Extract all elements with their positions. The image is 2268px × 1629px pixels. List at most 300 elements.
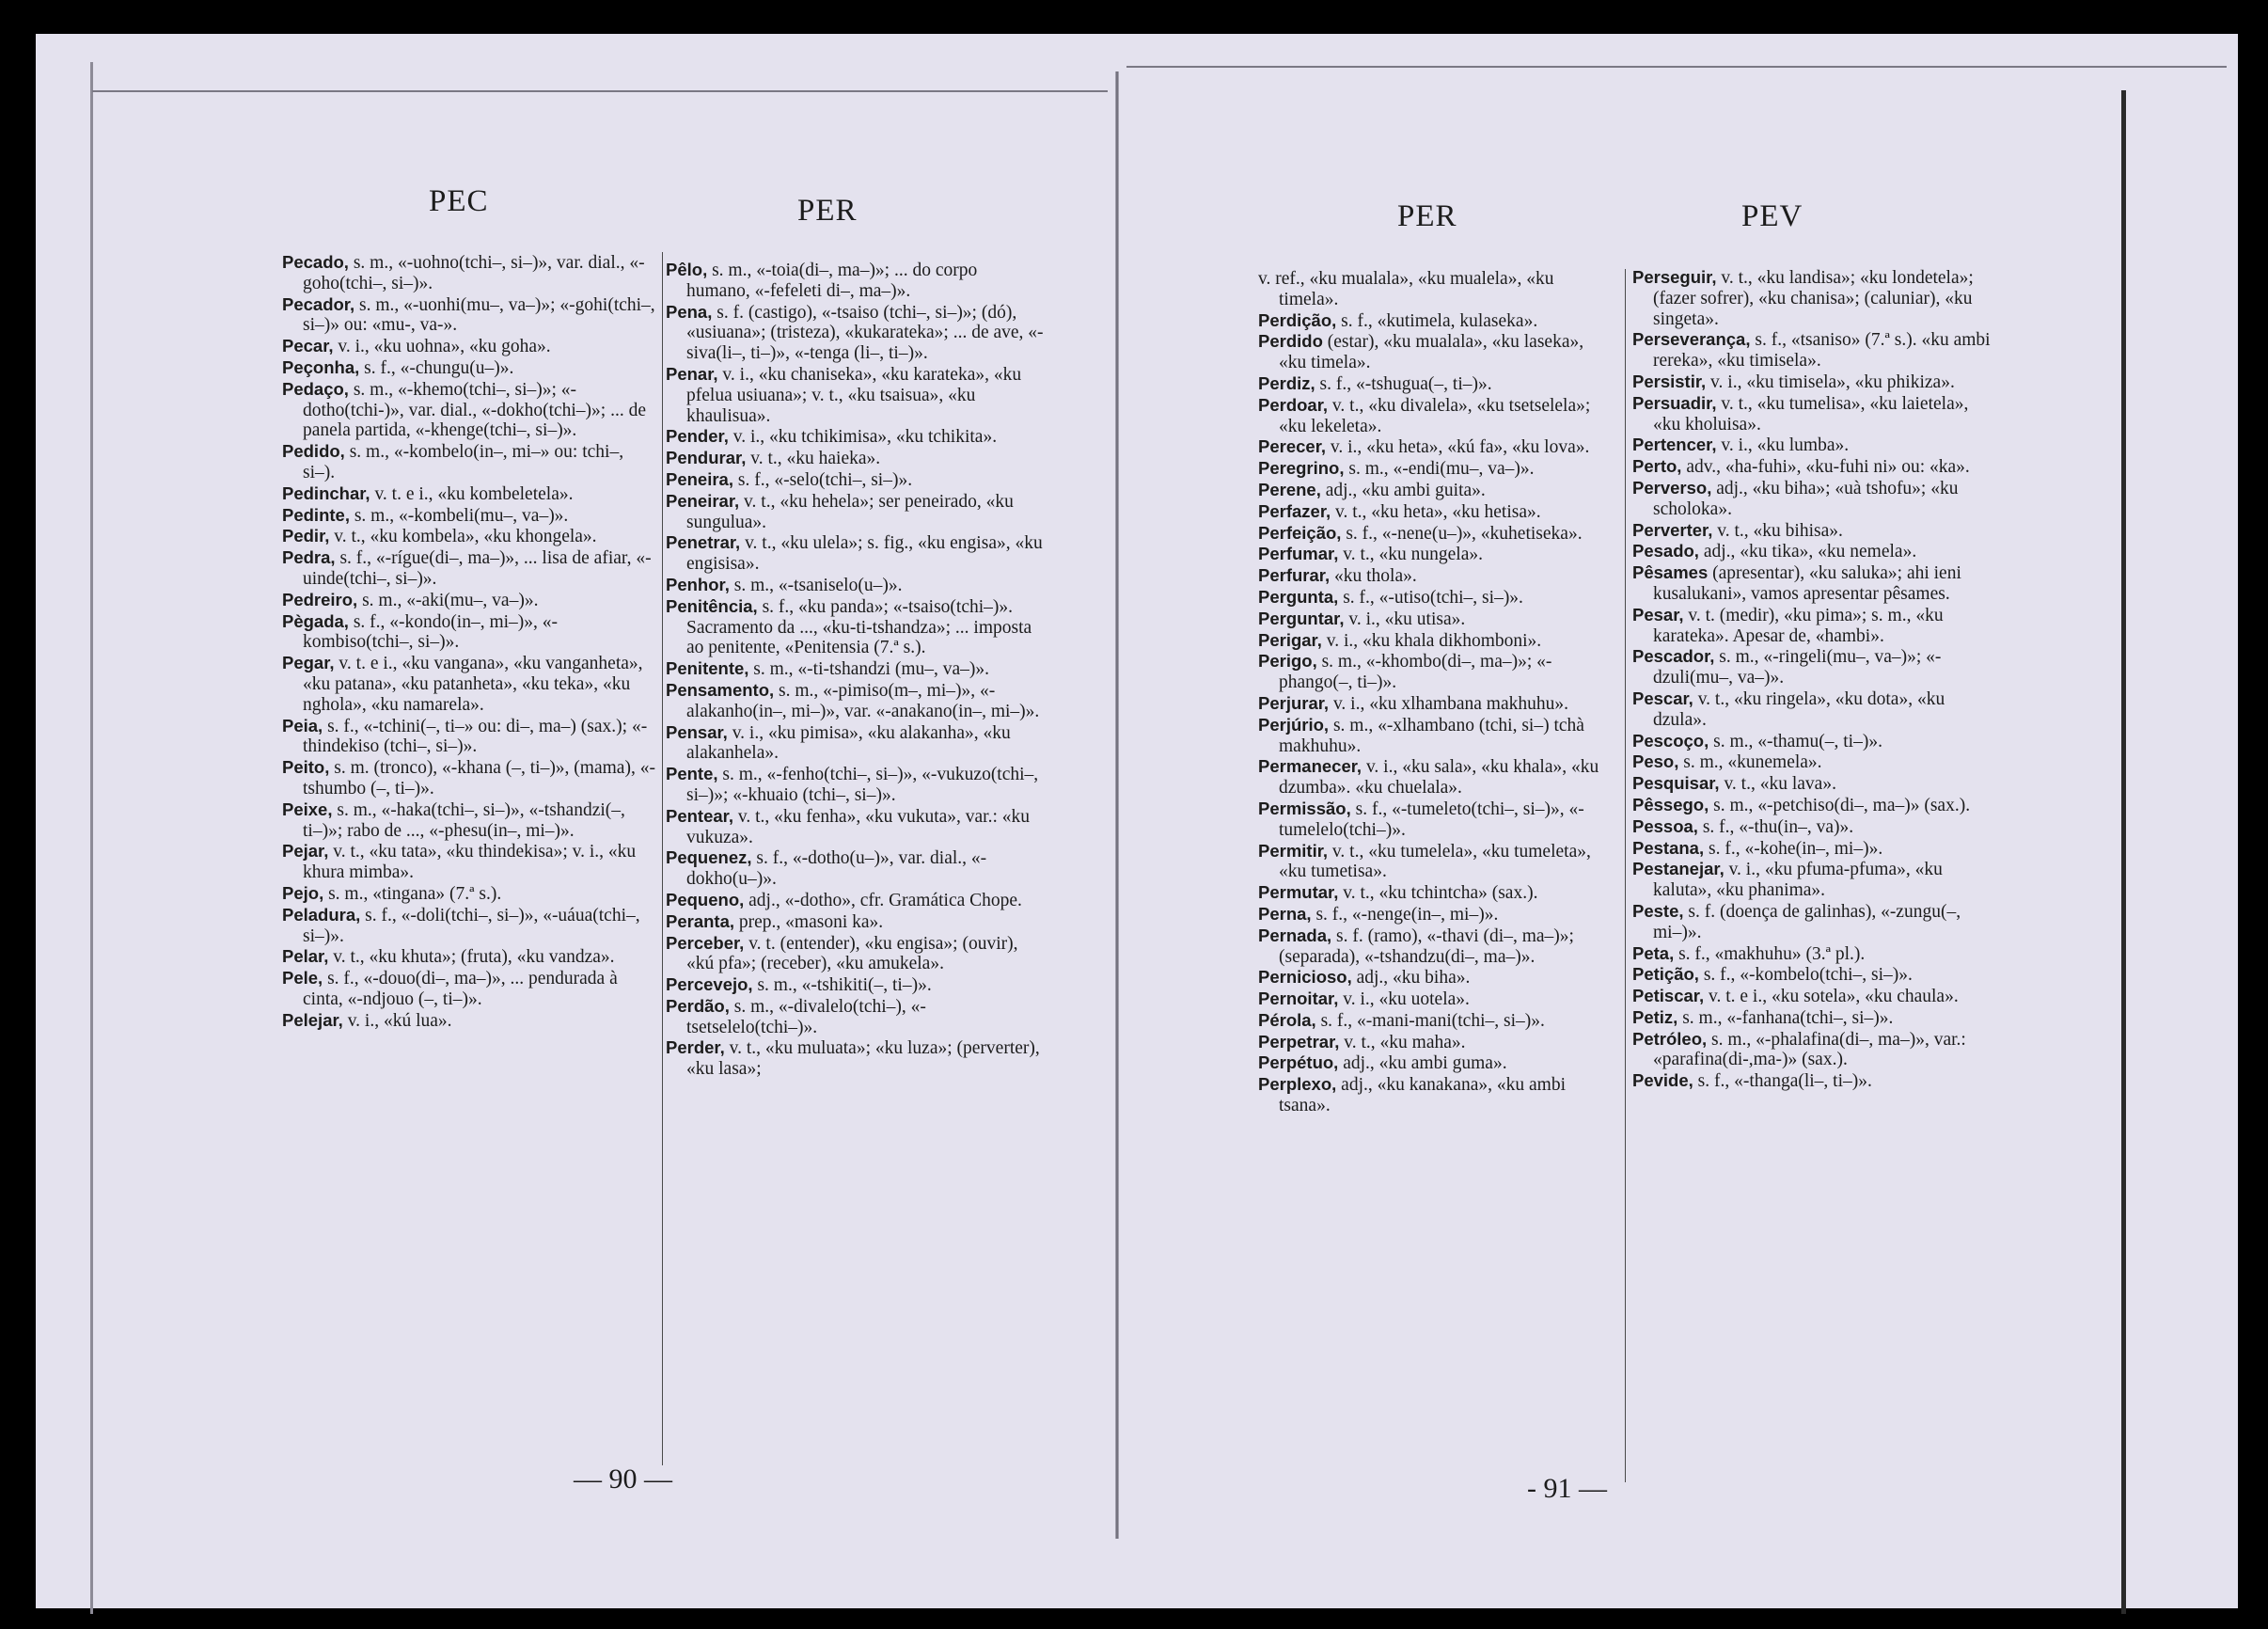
headword: Perfurar,: [1258, 565, 1331, 586]
dictionary-entry: [1258, 925, 1614, 968]
headword: Perdição,: [1258, 309, 1337, 330]
headword: Pêlo,: [666, 260, 708, 279]
dictionary-entry: [282, 716, 658, 758]
headword: Petiscar,: [1632, 986, 1705, 1006]
definition: s. f. (ramo), «-thavi (di–, ma–)»; (separada), «-tshandzu(di–, ma–)».: [1279, 925, 1574, 967]
definition: v. t., «ku heta», «ku hetisa».: [1335, 501, 1541, 522]
running-head-right: PER: [797, 194, 858, 228]
dictionary-entry: [666, 996, 1044, 1038]
headword: Perene,: [1258, 479, 1321, 499]
headword: Pequeno,: [666, 889, 745, 909]
dictionary-entry: [1258, 395, 1614, 437]
headword: Persistir,: [1632, 371, 1707, 391]
dictionary-entry: [1258, 1010, 1614, 1032]
headword: Pergunta,: [1258, 586, 1339, 607]
entries-column: [1258, 269, 1614, 1116]
headword: Pescador,: [1632, 646, 1715, 667]
definition: s. m., «-pimiso(m–, mi–)», «-alakanho(in–, mi–)», var. «-anakano(in–, mi–)».: [686, 680, 1040, 721]
headword: Perfumar,: [1258, 544, 1339, 564]
definition: v. i., «ku pimisa», «ku alakanha», «ku alakanhela».: [686, 722, 1011, 764]
dictionary-entry: [666, 448, 1044, 469]
headword: Perseverança,: [1632, 329, 1751, 350]
dictionary-entry: [282, 483, 658, 505]
dictionary-entry: [1258, 587, 1614, 609]
definition: v. i., «ku timisela», «ku phikiza».: [1710, 372, 1955, 392]
definition: s. m., «-tshikiti(–, ti–)».: [757, 975, 932, 996]
scanned-spread: [36, 34, 2238, 1608]
dictionary-entry: [1258, 630, 1614, 652]
definition: v. t., «ku tchintcha» (sax.).: [1343, 883, 1538, 904]
definition: v. t., «ku fenha», «ku vukuta», var.: «ku vukuza».: [686, 806, 1031, 847]
headword: Perto,: [1632, 456, 1682, 477]
headword: Pestana,: [1632, 837, 1705, 858]
definition: s. f., «-nenge(in–, mi–)».: [1315, 904, 1499, 925]
dictionary-entry: [1632, 795, 1997, 816]
entries-column: [282, 252, 658, 1031]
definition: v. t. e i., «ku sotela», «ku chaula».: [1709, 987, 1959, 1007]
page-number: — 90 —: [574, 1463, 672, 1495]
definition: s. m., «-thamu(–, ti–)».: [1713, 731, 1882, 751]
headword: Perdoar,: [1258, 394, 1329, 415]
headword: Permissão,: [1258, 798, 1351, 818]
dictionary-entry: [666, 596, 1044, 658]
definition: v. t., «ku muluata»; «ku luza»; (perverter), «ku lasa»;: [686, 1038, 1040, 1080]
definition: v. t., «ku divalela», «ku tsetselela»; «ku lekeleta».: [1279, 395, 1591, 436]
definition: v. t., «ku tumelisa», «ku laietela», «ku kholuisa».: [1653, 393, 1969, 435]
definition: adj., «ku ambi guita».: [1325, 480, 1486, 500]
headword: Peçonha,: [282, 356, 360, 377]
headword: Perverter,: [1632, 519, 1713, 540]
dictionary-entry: [1632, 1070, 1997, 1092]
definition: s. m. (tronco), «-khana (–, ti–)», (mama), «-tshumbo (–, ti–)».: [303, 758, 655, 799]
definition: s. m., «-petchiso(di–, ma–)» (sax.).: [1713, 795, 1971, 815]
definition: s. f., «kutimela, kulaseka».: [1341, 310, 1538, 331]
headword: Perpétuo,: [1258, 1052, 1339, 1073]
headword: Percevejo,: [666, 974, 753, 995]
definition: s. m., «-kombeli(mu–, va–)».: [354, 505, 569, 526]
definition: v. t., «ku kombela», «ku khongela».: [334, 527, 597, 547]
dictionary-entry: [1632, 372, 1997, 393]
headword: Pedir,: [282, 526, 330, 546]
definition: s. f., «-doli(tchi–, si–)», «-uáua(tchi–, si–)».: [303, 905, 640, 946]
page-edge: [2121, 90, 2126, 1614]
entries-column: [1632, 267, 1997, 1092]
dictionary-entry: [282, 336, 658, 357]
definition: v. i., «ku heta», «kú fa», «ku lova».: [1330, 437, 1590, 458]
dictionary-entry: [1632, 456, 1997, 478]
dictionary-entry: [666, 364, 1044, 426]
dictionary-entry: [666, 680, 1044, 722]
dictionary-entry: [1632, 605, 1997, 647]
definition: adj., «ku ambi guma».: [1343, 1053, 1507, 1074]
definition: s. f., «-tshugua(–, ti–)».: [1319, 373, 1492, 394]
dictionary-entry: [666, 911, 1044, 933]
definition: v. t., «ku maha».: [1344, 1032, 1466, 1052]
dictionary-entry: [1258, 651, 1614, 693]
headword: Perceber,: [666, 932, 745, 953]
definition: v. i., «ku khala dikhomboni».: [1326, 630, 1542, 651]
headword: Pejo,: [282, 882, 324, 903]
column-rule: [662, 252, 663, 1465]
definition: adj., «ku tika», «ku nemela».: [1703, 542, 1917, 562]
definition: «ku thola».: [1333, 566, 1417, 587]
headword: Pena,: [666, 301, 713, 322]
definition: s. f., «-rígue(di–, ma–)», ... lisa de afiar, «-uinde(tchi–, si–)».: [303, 548, 652, 589]
dictionary-entry: [1258, 373, 1614, 395]
dictionary-entry: [282, 526, 658, 547]
dictionary-entry: [666, 658, 1044, 680]
dictionary-entry: [1632, 688, 1997, 731]
definition: s. f., «-selo(tchi–, si–)».: [737, 469, 913, 490]
headword: Pernada,: [1258, 925, 1332, 945]
headword: Perdido: [1258, 331, 1323, 352]
dictionary-entry: [1258, 693, 1614, 715]
dictionary-entry: [282, 611, 658, 654]
dictionary-entry: [1258, 1074, 1614, 1116]
headword: Petição,: [1632, 964, 1699, 985]
headword: Peranta,: [666, 910, 735, 931]
dictionary-entry: [282, 841, 658, 883]
definition: s. m., «-ti-tshandzi (mu–, va–)».: [753, 659, 990, 680]
definition: s. m., «-uonhi(mu–, va–)»; «-gohi(tchi–, si–)» ou: «mu-, va-».: [303, 294, 655, 336]
definition: s. m., «tingana» (7.ª s.).: [328, 883, 502, 904]
definition: v. t. e i., «ku vangana», «ku vanganheta», «ku patana», «ku patanheta», «ku teka», «ku nghola», «ku namarela».: [303, 654, 643, 715]
definition: v. i., «ku uohna», «ku goha».: [338, 337, 551, 357]
headword: Peia,: [282, 715, 323, 735]
headword: Peneirar,: [666, 490, 740, 511]
definition: s. f., «-thanga(li–, ti–)».: [1697, 1071, 1872, 1092]
dictionary-entry: [1258, 480, 1614, 501]
headword: Pecador,: [282, 293, 355, 314]
running-head-right: PEV: [1741, 199, 1803, 233]
dictionary-entry: [1258, 331, 1614, 373]
headword: Petiz,: [1632, 1006, 1678, 1027]
definition: s. f., «-nene(u–)», «kuhetiseka».: [1346, 523, 1583, 544]
dictionary-entry: [282, 441, 658, 483]
definition: v. i., «kú lua».: [347, 1010, 452, 1031]
headword: Pernoitar,: [1258, 988, 1339, 1009]
headword: Perguntar,: [1258, 608, 1345, 628]
left-page: [36, 34, 1117, 1608]
definition: s. m., «-phalafina(di–, ma–)», var.: «parafina(di-,ma-)» (sax.).: [1653, 1029, 1966, 1070]
dictionary-entry: [1632, 1007, 1997, 1029]
headword: Pensamento,: [666, 679, 775, 700]
dictionary-entry: [1632, 859, 1997, 901]
headword: Permanecer,: [1258, 756, 1362, 777]
dictionary-entry: [1632, 267, 1997, 329]
dictionary-entry: [1258, 609, 1614, 630]
headword: Permitir,: [1258, 840, 1329, 861]
dictionary-entry: [282, 883, 658, 905]
dictionary-entry: [666, 302, 1044, 364]
headword: Perjúrio,: [1258, 714, 1330, 735]
dictionary-entry: [1258, 1032, 1614, 1053]
headword: Peta,: [1632, 942, 1675, 963]
headword: Peregrino,: [1258, 458, 1345, 479]
headword: Pelejar,: [282, 1009, 343, 1030]
definition: v. i., «ku sala», «ku khala», «ku dzumba». «ku chuelala».: [1279, 757, 1599, 799]
headword: Pecar,: [282, 336, 334, 356]
headword: Perseguir,: [1632, 267, 1717, 287]
dictionary-entry: [1258, 310, 1614, 332]
headword: Pensar,: [666, 721, 728, 742]
headword: Persuadir,: [1632, 392, 1717, 413]
definition: adj., «ku biha»; «uà tshofu»; «ku scholoka».: [1653, 478, 1959, 519]
dictionary-entry: [666, 764, 1044, 806]
headword: Pessoa,: [1632, 815, 1698, 836]
headword: Peixe,: [282, 799, 333, 819]
entries-column: [666, 260, 1044, 1080]
dictionary-entry: [1258, 882, 1614, 904]
headword: Pêsames: [1632, 562, 1709, 583]
dictionary-entry: [1632, 1029, 1997, 1071]
definition: s. f., «-thu(in–, va)».: [1702, 816, 1854, 837]
headword: Peso,: [1632, 751, 1679, 772]
headword: Pegar,: [282, 653, 335, 673]
dictionary-entry: [1258, 544, 1614, 565]
definition: v. t., «ku khuta»; (fruta), «ku vandza».: [333, 947, 615, 968]
dictionary-entry: [1632, 520, 1997, 542]
headword: Pedra,: [282, 547, 336, 568]
definition: s. f., «-tchini(–, ti–» ou: di–, ma–) (sax.); «-thindekiso (tchi–, si–)».: [303, 716, 648, 757]
headword: Perdão,: [666, 995, 730, 1016]
definition: s. m., «-haka(tchi–, si–)», «-tshandzi(–, ti–)»; rabo de ..., «-phesu(in–, mi–)».: [303, 799, 625, 841]
definition: s. m., «-ringeli(mu–, va–)»; «-dzuli(mu–, va–)».: [1653, 647, 1942, 688]
headword: Pernicioso,: [1258, 967, 1352, 988]
dictionary-entry: [666, 575, 1044, 596]
definition: s. m., «-tsaniselo(u–)».: [733, 575, 903, 595]
definition: s. m., «-uohno(tchi–, si–)», var. dial., «-goho(tchi–, si–)».: [303, 253, 645, 293]
headword: Penar,: [666, 363, 718, 384]
definition: s. f., «-kombelo(tchi–, si–)».: [1703, 965, 1913, 986]
headword: Petróleo,: [1632, 1028, 1708, 1049]
definition: v. ref., «ku mualala», «ku mualela», «ku timela».: [1258, 269, 1554, 309]
headword: Peste,: [1632, 900, 1684, 921]
definition: s. f. (doença de galinhas), «-zungu(–, mi–)».: [1653, 901, 1961, 942]
headword: Perder,: [666, 1037, 725, 1058]
dictionary-entry: [1632, 943, 1997, 965]
definition: v. t., «ku bihisa».: [1717, 520, 1843, 541]
definition: v. i., «ku chaniseka», «ku karateka», «ku pfelua usiuana»; v. t., «ku tsaisua», «ku khaulisua».: [686, 364, 1022, 426]
dictionary-entry: [1258, 967, 1614, 988]
definition: s. f., «tsaniso» (7.ª s.). «ku ambi rereka», «ku timisela».: [1653, 330, 1991, 372]
headword: Pedreiro,: [282, 589, 358, 609]
definition: v. i., «ku xlhambana makhuhu».: [1332, 693, 1568, 714]
headword: Pesar,: [1632, 604, 1684, 625]
headword: Pescar,: [1632, 688, 1693, 708]
dictionary-entry: [1632, 816, 1997, 838]
headword: Perecer,: [1258, 436, 1327, 457]
definition: v. t., «ku hehela»; ser peneirado, «ku sungulua».: [686, 491, 1014, 532]
dictionary-entry: [1632, 646, 1997, 688]
headword: Perigar,: [1258, 629, 1322, 650]
definition: s. m., «-xlhambano (tchi, si–) tchà makhuhu».: [1279, 715, 1584, 756]
dictionary-entry: [282, 946, 658, 968]
definition: v. i., «ku lumba».: [1721, 435, 1850, 456]
dictionary-entry: [666, 532, 1044, 575]
headword: Peladura,: [282, 904, 361, 925]
definition: v. t. (entender), «ku engisa»; (ouvir), «kú pfa»; (receber), «ku amukela».: [686, 933, 1018, 974]
dictionary-entry: [666, 469, 1044, 491]
definition: s. f., «-kondo(in–, mi–)», «-kombiso(tchi–, si–)».: [303, 611, 559, 653]
dictionary-entry: [282, 379, 658, 441]
dictionary-entry: [666, 1037, 1044, 1080]
headword: Pente,: [666, 764, 718, 784]
dictionary-entry: [666, 722, 1044, 765]
headword: Pevide,: [1632, 1070, 1693, 1091]
definition: s. m., «-fanhana(tchi–, si–)».: [1682, 1007, 1894, 1028]
dictionary-entry: [282, 505, 658, 527]
definition: s. m., «kunemela».: [1683, 752, 1822, 773]
dictionary-entry: [1632, 541, 1997, 562]
dictionary-entry: [1632, 731, 1997, 752]
dictionary-entry: [1258, 501, 1614, 523]
definition: v. i., «ku uotela».: [1343, 989, 1470, 1010]
dictionary-entry: [666, 890, 1044, 911]
dictionary-entry: [1632, 562, 1997, 605]
dictionary-entry: [666, 974, 1044, 996]
headword: Penetrar,: [666, 532, 741, 553]
definition: s. f., «-dotho(u–)», var. dial., «-dokho(u–)».: [686, 848, 987, 890]
dictionary-entry: [666, 426, 1044, 448]
headword: Penhor,: [666, 574, 730, 594]
headword: Pecado,: [282, 252, 349, 272]
headword: Pescoço,: [1632, 730, 1709, 751]
headword: Pentear,: [666, 805, 733, 826]
dictionary-entry: [1632, 773, 1997, 795]
headword: Pedinte,: [282, 504, 350, 525]
dictionary-entry: [282, 968, 658, 1010]
definition: adj., «ku kanakana», «ku ambi tsana».: [1279, 1075, 1566, 1116]
definition: s. m., «-endi(mu–, va–)».: [1348, 459, 1535, 480]
headword: Pestanejar,: [1632, 859, 1725, 879]
dictionary-entry: [1632, 901, 1997, 943]
definition: s. f., «-utiso(tchi–, si–)».: [1343, 587, 1523, 608]
headword: Pesquisar,: [1632, 773, 1720, 794]
definition: s. m., «-khemo(tchi–, si–)»; «-dotho(tchi-)», var. dial., «-dokho(tchi–)»; ... de panela partida, «-khenge(tchi–, si–)».: [303, 379, 646, 441]
headword: Pertencer,: [1632, 435, 1717, 455]
dictionary-entry: [282, 799, 658, 842]
definition: v. t., «ku ulela»; s. fig., «ku engisa», «ku engisisa».: [686, 533, 1043, 575]
definition: v. t., «ku nungela».: [1343, 545, 1483, 565]
dictionary-entry: [282, 653, 658, 715]
headword: Perplexo,: [1258, 1074, 1337, 1095]
dictionary-entry: [282, 252, 658, 294]
page-number: - 91 —: [1527, 1473, 1607, 1504]
headword: Perjurar,: [1258, 692, 1330, 713]
dictionary-entry: [1258, 565, 1614, 587]
headword: Penitente,: [666, 658, 749, 679]
dictionary-entry: [282, 547, 658, 590]
definition: s. m., «-khombo(di–, ma–)»; «-phango(–, ti–)».: [1279, 652, 1552, 693]
headword: Pesado,: [1632, 541, 1699, 561]
definition: s. m., «-aki(mu–, va–)».: [362, 590, 539, 610]
dictionary-entry: [1632, 478, 1997, 520]
dictionary-entry: [1258, 988, 1614, 1010]
headword: Perpetrar,: [1258, 1031, 1340, 1052]
definition: v. i., «ku pfuma-pfuma», «ku kaluta», «ku phanima».: [1653, 860, 1943, 901]
dictionary-entry: [1632, 986, 1997, 1007]
definition: v. t., «ku haieka».: [750, 449, 881, 469]
headword: Perigo,: [1258, 651, 1317, 672]
definition: s. f., «-tumeleto(tchi–, si–)», «-tumelelo(tchi–)».: [1279, 799, 1584, 840]
definition: v. t. e i., «ku kombeletela».: [374, 483, 574, 504]
definition: v. t., «ku ringela», «ku dota», «ku dzula».: [1653, 688, 1945, 730]
dictionary-entry: [282, 357, 658, 379]
definition: v. t. (medir), «ku pima»; s. m., «ku karateka». Apesar de, «hambi».: [1653, 605, 1944, 646]
headword: Pender,: [666, 426, 729, 447]
dictionary-entry: [1258, 269, 1614, 310]
headword: Penitência,: [666, 595, 758, 616]
definition: s. m., «-divalelo(tchi–), «-tsetselelo(tchi–)».: [686, 996, 926, 1037]
dictionary-entry: [282, 757, 658, 799]
definition: (estar), «ku mualala», «ku laseka», «ku timela».: [1279, 332, 1584, 373]
headword: Pelar,: [282, 946, 329, 967]
dictionary-entry: [666, 806, 1044, 848]
dictionary-entry: [666, 491, 1044, 533]
headword: Peneira,: [666, 468, 733, 489]
headword: Pègada,: [282, 610, 349, 631]
headword: Perverso,: [1632, 477, 1712, 498]
dictionary-entry: [1632, 329, 1997, 372]
headword: Perfazer,: [1258, 500, 1331, 521]
headword: Perdiz,: [1258, 372, 1315, 393]
definition: v. t., «ku lava».: [1724, 774, 1836, 795]
headword: Perfeição,: [1258, 522, 1342, 543]
dictionary-entry: [1258, 715, 1614, 757]
definition: s. f. (castigo), «-tsaiso (tchi–, si–)»; (dó), «usiuana»; (tristeza), «kukarateka»; ... de ave, «-siva(li–, ti–)», «-tenga (li–, ti–)».: [686, 302, 1044, 364]
headword: Pele,: [282, 968, 323, 988]
headword: Pendurar,: [666, 448, 747, 468]
definition: s. m., «-fenho(tchi–, si–)», «-vukuzo(tchi–, si–)»; «-khuaio (tchi–, si–)».: [686, 765, 1039, 805]
dictionary-entry: [1258, 1052, 1614, 1074]
definition: s. f., «makhuhu» (3.ª pl.).: [1678, 943, 1866, 964]
definition: prep., «masoni ka».: [738, 911, 884, 932]
definition: v. i., «ku tchikimisa», «ku tchikita».: [732, 427, 998, 448]
dictionary-entry: [1258, 841, 1614, 883]
definition: s. m., «-kombelo(in–, mi–» ou: tchi–, si–).: [303, 442, 624, 482]
dictionary-entry: [1632, 435, 1997, 456]
definition: s. f., «-kohe(in–, mi–)».: [1708, 838, 1883, 859]
dictionary-entry: [1632, 393, 1997, 435]
dictionary-entry: [1632, 964, 1997, 986]
headword: Perna,: [1258, 903, 1312, 924]
definition: v. i., «ku utisa».: [1348, 609, 1466, 629]
headword: Pedinchar,: [282, 482, 370, 503]
definition: s. f., «ku panda»; «-tsaiso(tchi–)». Sacramento da ..., «ku-ti-tshandza»; ... imposta ao penitente, «Penitensia (7.ª s.).: [686, 596, 1032, 658]
dictionary-entry: [1632, 838, 1997, 860]
headword: Pérola,: [1258, 1009, 1316, 1030]
dictionary-entry: [666, 260, 1044, 302]
right-page: [1117, 34, 2238, 1608]
running-head-left: PEC: [429, 184, 489, 218]
column-rule: [1625, 269, 1626, 1482]
dictionary-entry: [1258, 523, 1614, 545]
definition: s. f., «-chungu(u–)».: [364, 357, 514, 378]
headword: Peito,: [282, 757, 330, 778]
dictionary-entry: [282, 590, 658, 611]
definition: s. f., «-mani-mani(tchi–, si–)».: [1320, 1010, 1545, 1031]
dictionary-entry: [282, 905, 658, 947]
definition: adj., «-dotho», cfr. Gramática Chope.: [748, 890, 1022, 910]
dictionary-entry: [1258, 436, 1614, 458]
definition: v. t., «ku tata», «ku thindekisa»; v. i., «ku khura mimba».: [303, 842, 637, 883]
dictionary-entry: [1258, 756, 1614, 799]
definition: s. m., «-toia(di–, ma–)»; ... do corpo humano, «-fefeleti di–, ma–)».: [686, 261, 978, 301]
definition: adj., «ku biha».: [1356, 968, 1471, 988]
dictionary-entry: [1258, 799, 1614, 841]
headword: Pedaço,: [282, 378, 349, 399]
